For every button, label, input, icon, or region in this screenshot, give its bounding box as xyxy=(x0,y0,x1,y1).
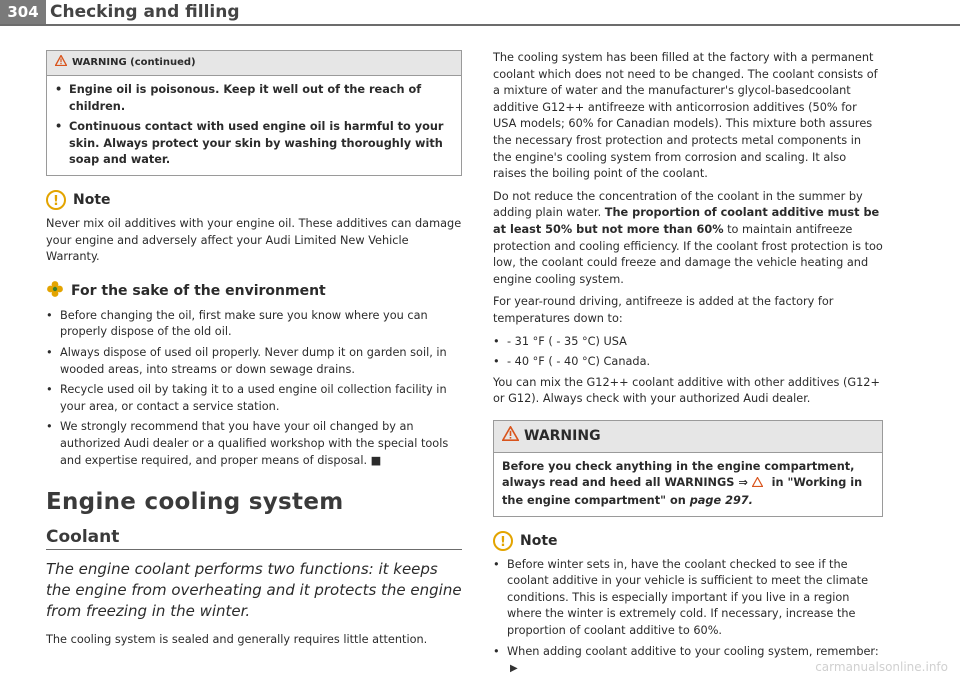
page-number: 304 xyxy=(0,0,46,24)
temperature-item: • - 40 °F ( - 40 °C) Canada. xyxy=(493,355,651,369)
warning-continued-body xyxy=(47,76,461,175)
warning-continued-header xyxy=(47,51,461,76)
section-title: Engine cooling system xyxy=(46,489,344,516)
arrow-icon: ⇒ xyxy=(738,476,748,490)
page-header xyxy=(0,0,960,34)
coolant-proportion-emphasis: The proportion of coolant additive must be at least 50% but not more than 60% xyxy=(493,206,880,236)
continue-arrow-icon: ▶ xyxy=(510,663,518,675)
environment-item: • We strongly recommend that you have your oil changed by an authorized Audi dealer or a qualified workshop with the special tools and expertise required, and proper means of disposal. ■ xyxy=(46,420,449,467)
left-column xyxy=(46,50,462,655)
note-heading xyxy=(46,190,462,210)
lead-paragraph: The engine coolant performs two functions: it keeps the engine from overheating and it protects the engine from freezing in the winter. xyxy=(46,560,462,621)
body-paragraph: The cooling system is sealed and generally requires little attention. xyxy=(46,633,428,647)
note-item: • When adding coolant additive to your cooling system, remember:▶ xyxy=(493,644,883,678)
note-text: Never mix oil additives with your engine oil. These additives can damage your engine and adversely affect your Audi Limited New Vehicle Warranty. xyxy=(46,216,462,264)
environment-item: • Before changing the oil, first make sure you know where you can properly dispose of the old oil. xyxy=(46,308,428,339)
end-mark: ■ xyxy=(370,453,382,467)
coolant-paragraph-2: Do not reduce the concentration of the coolant in the summer by adding plain water. The proportion of coolant additive must be at least 50% but not more than 60% to maintain antifreeze protection and cooling efficiency. If the coolant frost protection is too low, the coolant could freeze and damage the vehicle heating and engine cooling system. xyxy=(493,189,883,286)
note-title: Note xyxy=(73,191,111,208)
warning-header xyxy=(494,421,882,453)
coolant-paragraph-4: You can mix the G12++ coolant additive with other additives (G12+ or G12). Always check with your authorized Audi dealer. xyxy=(493,375,880,406)
right-column xyxy=(493,50,883,682)
warning-heading: WARNING xyxy=(524,427,601,444)
header-rule xyxy=(0,24,960,26)
environment-flower-icon xyxy=(46,280,64,302)
warning-continued-box xyxy=(46,50,462,176)
running-title: Checking and filling xyxy=(50,2,240,22)
warning-triangle-icon xyxy=(502,426,519,447)
warning-continued-heading: WARNING (continued) xyxy=(72,57,196,68)
environment-item: • Always dispose of used oil properly. Never dump it on garden soil, in wooded areas, into streams or down sewage drains. xyxy=(46,345,447,376)
note-heading-right xyxy=(493,531,883,551)
warning-box xyxy=(493,420,883,517)
subsection-title: Coolant xyxy=(46,527,462,550)
warning-triangle-icon xyxy=(752,476,763,493)
warning-triangle-icon xyxy=(55,55,67,71)
coolant-paragraph-3: For year-round driving, antifreeze is added at the factory for temperatures down to: xyxy=(493,295,834,325)
environment-title: For the sake of the environment xyxy=(71,282,326,299)
note-info-icon: ! xyxy=(46,190,66,210)
note-item: • Before winter sets in, have the coolant checked to see if the coolant additive in your vehicle is sufficient to meet the climate conditions. This is especially important if you live in a region where the winter is extremely cold. If necessary, increase the proportion of coolant additive to 60%. xyxy=(493,557,869,638)
environment-item: • Recycle used oil by taking it to a used engine oil collection facility in your area, or contact a service station. xyxy=(46,383,447,413)
environment-heading xyxy=(46,280,462,302)
note-title: Note xyxy=(520,532,558,549)
warning-text: Before you check anything in the engine compartment, always read and heed all WARNINGS ⇒ in "Working in the engine compartment" on page 297. xyxy=(502,459,863,508)
warning-item: • Continuous contact with used engine oil is harmful to your skin. Always protect your skin by washing thoroughly with soap and water. xyxy=(55,120,444,167)
warning-item: • Engine oil is poisonous. Keep it well out of the reach of children. xyxy=(55,83,422,113)
page-reference-link[interactable]: page 297. xyxy=(689,494,753,508)
coolant-paragraph-1: The cooling system has been filled at the factory with a permanent coolant which does not need to be changed. The coolant consists of a mixture of water and the manufacturer's glycol-basedcoolant additive G12++ antifreeze with anticorrosion additives (50% for USA models; 60% for Canadian models). This mixture both assures the necessary frost protection and protects metal components in the engine's cooling system from corrosion and scaling. It also raises the boiling point of the coolant. xyxy=(493,51,878,181)
watermark: carmanualsonline.info xyxy=(815,660,948,674)
temperature-item: • - 31 °F ( - 35 °C) USA xyxy=(493,334,627,348)
note-info-icon: ! xyxy=(493,531,513,551)
warning-body xyxy=(494,453,882,516)
